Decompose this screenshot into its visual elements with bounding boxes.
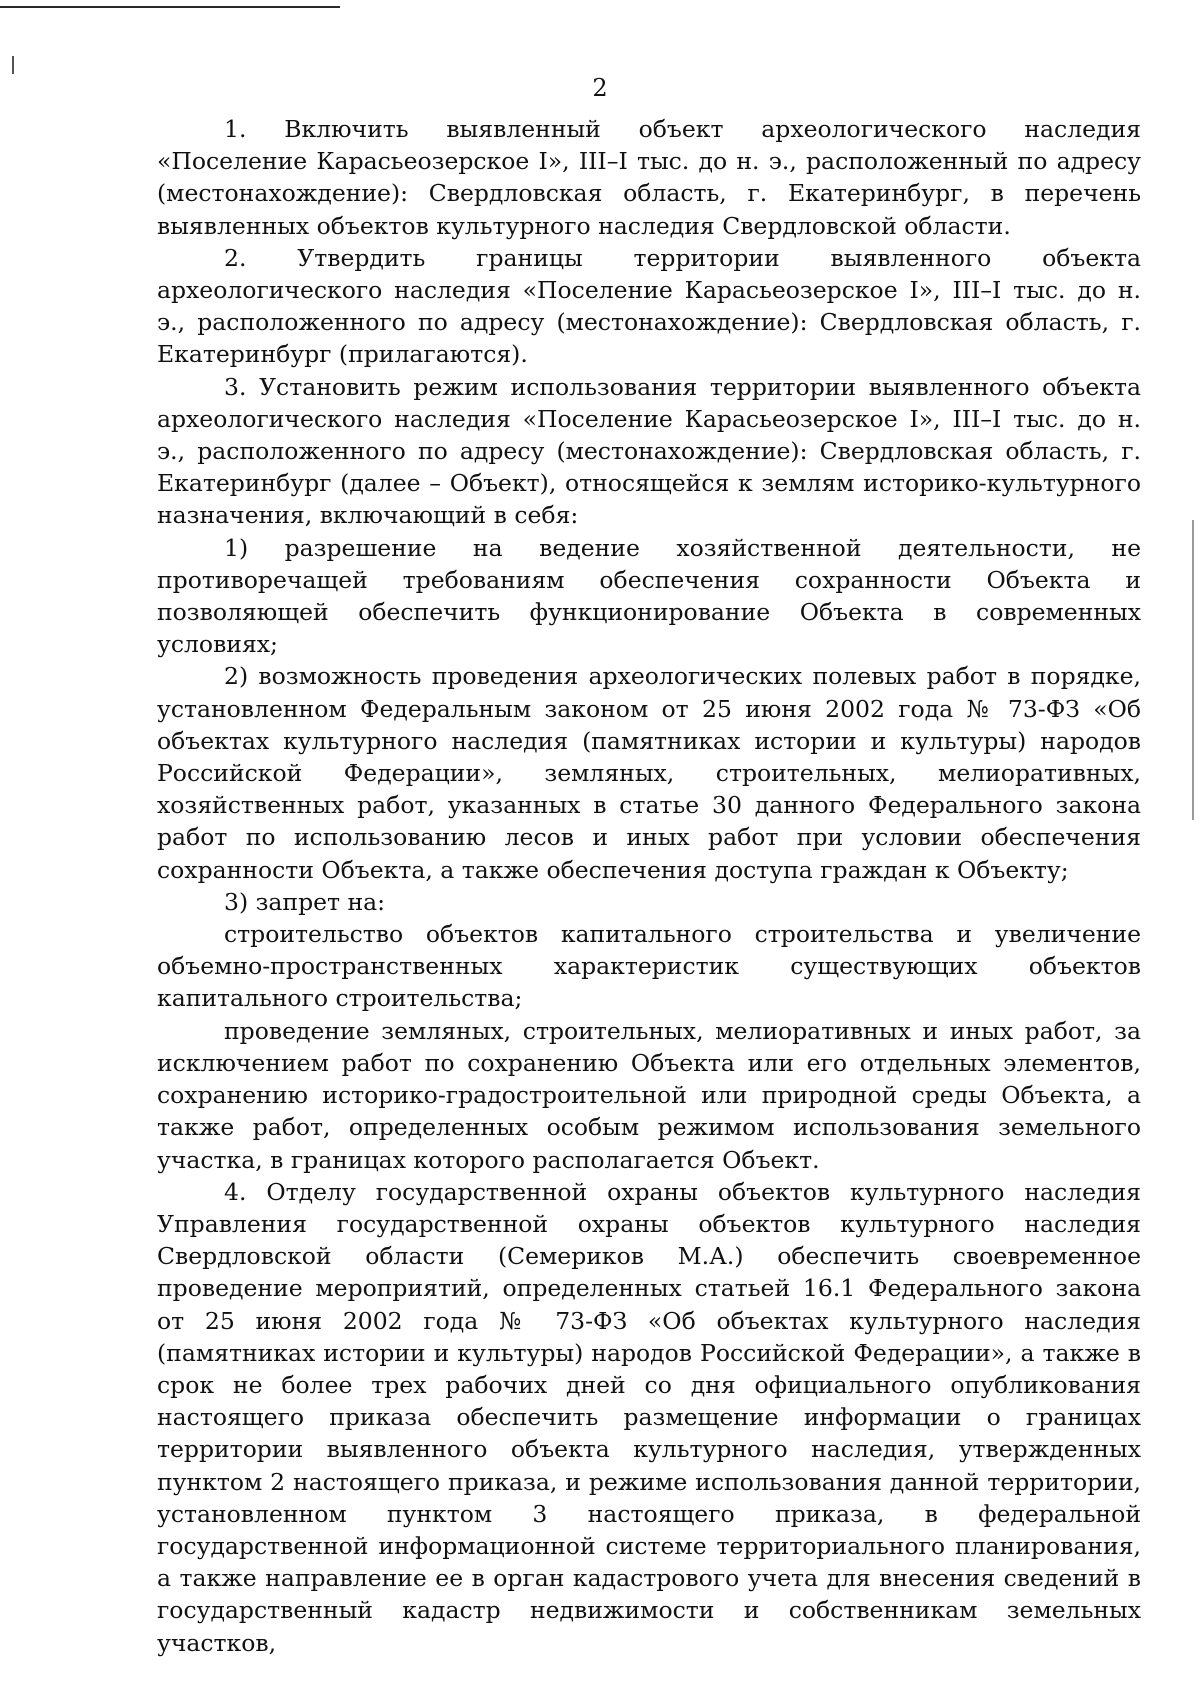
scan-artifact-top-line (0, 6, 340, 8)
scan-artifact-right-edge (1192, 520, 1194, 820)
paragraph-item-4: 4. Отделу государственной охраны объектов культурного наследия Управления государственной охраны объектов культурного наследия Свердловской области (Семериков М.А.) обеспечить своевременное проведение мероприятий, определенных статьей 16.1 Федерального закона от 25 июня 2002 года № 73-ФЗ «Об объектах культурного наследия (памятниках истории и культуры) народов Российской Федерации», а также в срок не более трех рабочих дней со дня официального опубликования настоящего приказа обеспечить размещение информации о границах территории выявленного объекта культурного наследия, утвержденных пунктом 2 настоящего приказа, и режиме использования данной территории, установленном пунктом 3 настоящего приказа, в федеральной государственной информационной системе территориального планирования, а также направление ее в орган кадастрового учета для внесения сведений в государственный кадастр недвижимости и собственникам земельных участков, (157, 1177, 1141, 1657)
paragraph-prohibition-works: проведение земляных, строительных, мелиоративных и иных работ, за исключением работ по сохранению Объекта или его отдельных элементов, сохранению историко-градостроительной или природной среды Объекта, а также работ, определенных особым режимом использования земельного участка, в границах которого располагается Объект. (157, 1016, 1141, 1174)
paragraph-item-3: 3. Установить режим использования территории выявленного объекта археологического наследия «Поселение Карасьеозерское I», III–I тыс. до н. э., расположенного по адресу (местонахождение): Свердловская область, г. Екатеринбург (далее – Объект), относящейся к землям историко-культурного назначения, включающий в себя: (157, 372, 1141, 530)
paragraph-item-2: 2. Утвердить границы территории выявленного объекта археологического наследия «Поселение Карасьеозерское I», III–I тыс. до н. э., расположенного по адресу (местонахождение): Свердловская область, г. Екатеринбург (прилагаются). (157, 243, 1141, 369)
scan-artifact-left-mark (12, 56, 14, 74)
document-body (157, 113, 1141, 1659)
paragraph-prohibition-construction: строительство объектов капитального строительства и увеличение объемно-пространственных характеристик существующих объектов капитального строительства; (157, 920, 1141, 1013)
paragraph-subitem-2: 2) возможность проведения археологических полевых работ в порядке, установленном Федеральным законом от 25 июня 2002 года № 73-ФЗ «Об объектах культурного наследия (памятниках истории и культуры) народов Российской Федерации», земляных, строительных, мелиоративных, хозяйственных работ, указанных в статье 30 данного Федерального закона работ по использованию лесов и иных работ при условии обеспечения сохранности Объекта, а также обеспечения доступа граждан к Объекту; (157, 662, 1141, 884)
paragraph-subitem-3: 3) запрет на: (224, 887, 386, 916)
page-number: 2 (592, 74, 608, 102)
paragraph-item-1: 1. Включить выявленный объект археологического наследия «Поселение Карасьеозерское I», III–I тыс. до н. э., расположенный по адресу (местонахождение): Свердловская область, г. Екатеринбург, в перечень выявленных объектов культурного наследия Свердловской области. (157, 115, 1141, 240)
paragraph-subitem-1: 1) разрешение на ведение хозяйственной деятельности, не противоречащей требованиям обеспечения сохранности Объекта и позволяющей обеспечить функционирование Объекта в современных условиях; (157, 533, 1141, 659)
